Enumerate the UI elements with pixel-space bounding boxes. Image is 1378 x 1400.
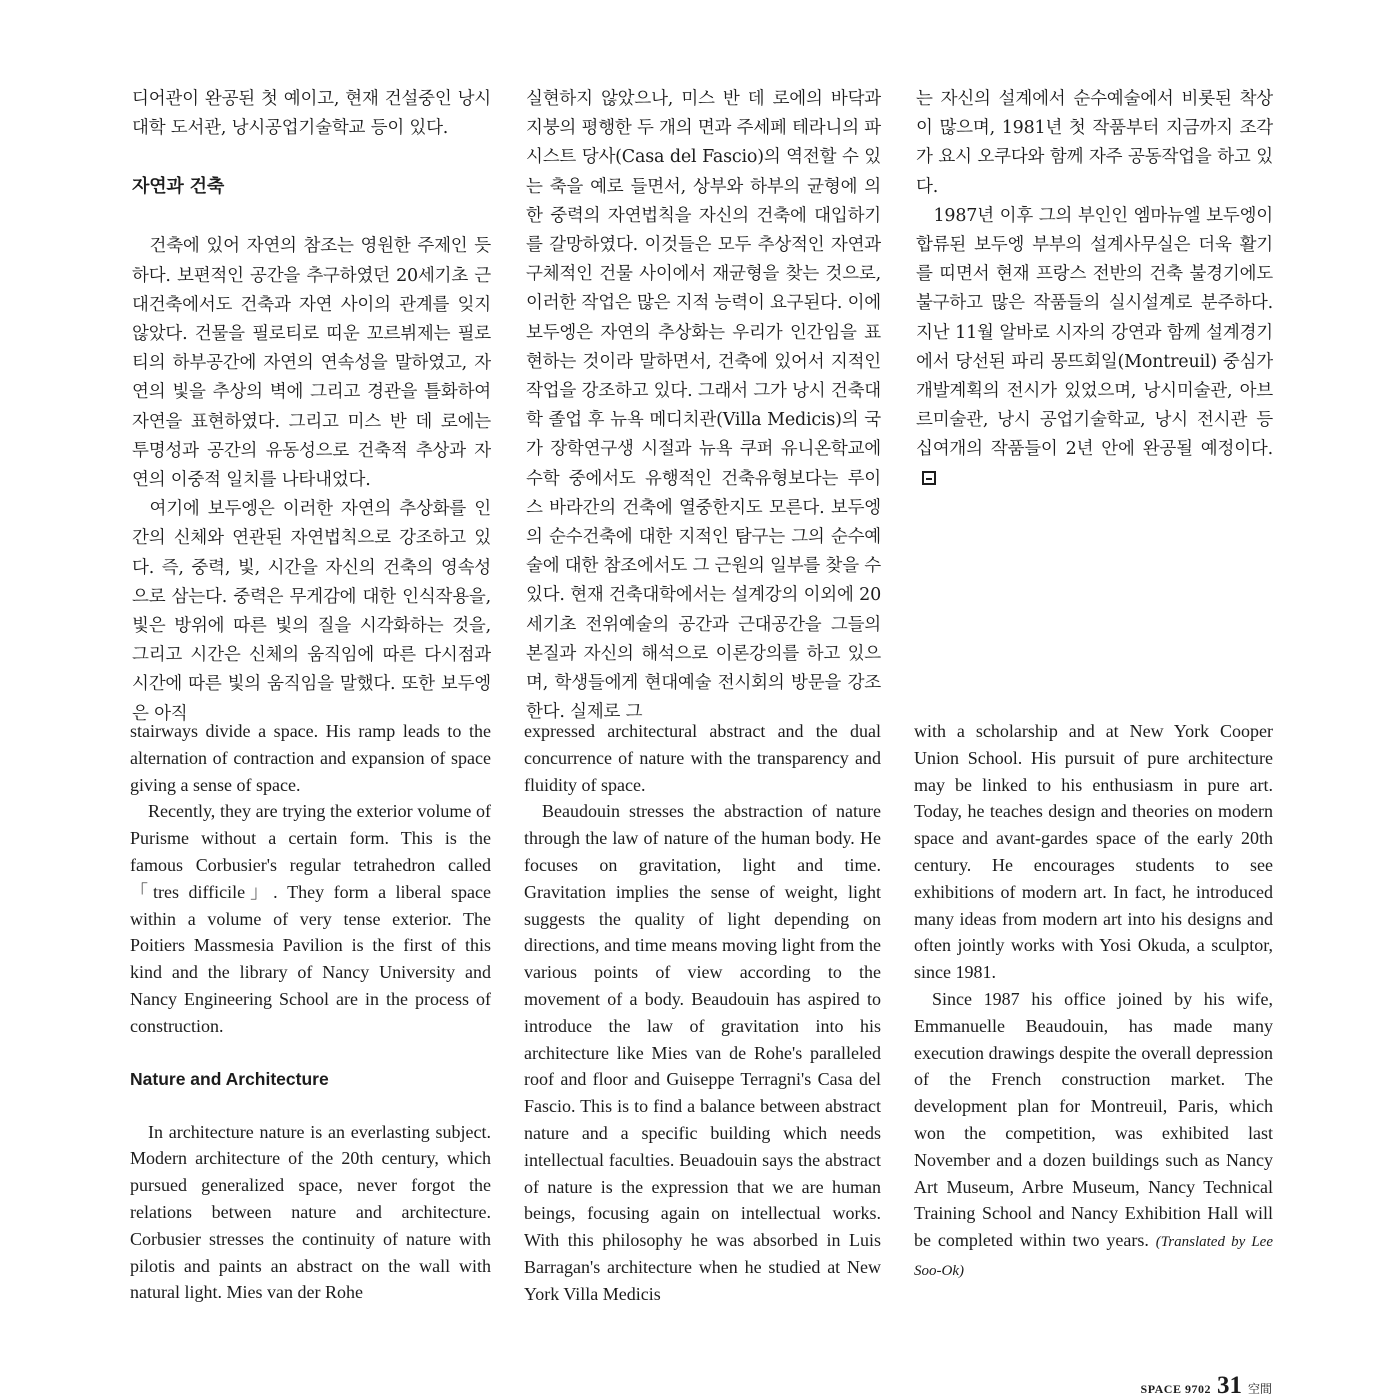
end-of-article-icon [922,471,936,485]
korean-paragraph: 실현하지 않았으나, 미스 반 데 로에의 바닥과 지붕의 평행한 두 개의 면과 주세페 테라니의 파시스트 당사(Casa del Fascio)의 역전할 수 있는 축을 예로 들면서, 상부와 하부의 균형에 의한 중력의 자연법칙을 자신의 건축에 대입하기를 갈망하였다. 이것들은 모두 추상적인 자연과 구체적인 건물 사이에서 재균형을 찾는 것으로, 이러한 작업은 많은 지적 능력이 요구된다. 이에 보두엥은 자연의 추상화는 우리가 인간임을 표현하는 것이라 말하면서, 건축에 있어서 지적인 작업을 강조하고 있다. 그래서 그가 낭시 건축대학 졸업 후 뉴욕 메디치관(Villa Medicis)의 국가 장학연구생 시절과 뉴욕 쿠퍼 유니온학교에 수학 중에서도 유행적인 건축유형보다는 루이스 바라간의 건축에 열중한지도 모른다. 보두엥의 순수건축에 대한 지적인 탐구는 그의 순수예술에 대한 참조에서도 그 근원의 일부를 찾을 수 있다. 현재 건축대학에서는 설계강의 이외에 20세기초 전위예술의 공간과 근대공간을 그들의 본질과 자신의 해석으로 이론강의를 하고 있으며, 학생들에게 현대예술 전시회의 방문을 강조한다. 실제로 그 [526,89,881,723]
page-number: 31 [1216,1372,1242,1399]
korean-section-heading: 자연과 건축 [132,176,225,198]
english-paragraph: Recently, they are trying the exterior volume of Purisme without a certain form. This is the famous Corbusier's regular tetrahedron called「tres difficile」. They form a liberal space within a volume of very tense exterior. The Poitiers Massmesia Pavilion is the first of this kind and the library of Nancy University and Nancy Engineering School are in the process of construction. [130,801,491,1036]
magazine-issue: SPACE 9702 [1140,1382,1211,1396]
english-paragraph: Since 1987 his office joined by his wife, Emmanuelle Beaudouin, has made many execution drawings despite the overall depression of the French construction market. The development plan for Montreuil, Paris, which won the competition, was exhibited last November and a dozen buildings such as Nancy Art Museum, Arbre Museum, Nancy Technical Training School and Nancy Exhibition Hall will be completed within two years. [914,988,1273,1251]
korean-paragraph: 디어관이 완공된 첫 예이고, 현재 건설중인 낭시대학 도서관, 낭시공업기술학교 등이 있다. [132,89,491,139]
korean-paragraph: 는 자신의 설계에서 순수예술에서 비롯된 착상이 많으며, 1981년 첫 작품부터 지금까지 조각가 요시 오쿠다와 함께 자주 공동작업을 하고 있다. [916,89,1273,197]
magazine-logo: 空間 [1247,1382,1272,1396]
english-paragraph: stairways divide a space. His ramp leads to the alternation of contraction and expansion of space giving a sense of space. [130,721,491,795]
english-column-3 [914,718,1273,1285]
korean-paragraph: 건축에 있어 자연의 참조는 영원한 주제인 듯하다. 보편적인 공간을 추구하였던 20세기초 근대건축에서도 건축과 자연 사이의 관계를 잊지 않았다. 건물을 필로티로 띠운 꼬르뷔제는 필로티의 하부공간에 자연의 연속성을 말하였고, 자연의 빛을 추상의 벽에 그리고 경관을 틀화하여 자연을 표현하였다. 그리고 미스 반 데 로에는 투명성과 공간의 유동성으로 건축적 추상과 자연의 이중적 일치를 나타내었다. [132,236,491,491]
english-paragraph: expressed architectural abstract and the dual concurrence of nature with the transparency and fluidity of space. [524,721,881,795]
english-section-heading: Nature and Architecture [130,1068,329,1089]
english-paragraph: Beaudouin stresses the abstraction of nature through the law of nature of the human body. He focuses on gravitation, light and time. Gravitation implies the sense of weight, light suggests the quality of light depending on directions, and time means moving light from the various points of view according to the movement of a body. Beaudouin has aspired to introduce the law of gravitation into his architecture like Mies van de Rohe's paralleled roof and floor and Guiseppe Terragni's Casa del Fascio. This is to find a balance between abstract nature and a specific building which needs intellectual faculties. Beuadouin says the abstract of nature is the expression that we are human beings, focusing again on intellectual works. With this philosophy he was absorbed in Luis Barragan's architecture when he studied at New York Villa Medicis [524,801,881,1304]
korean-column-3 [916,85,1273,494]
english-column-1 [130,718,491,1306]
english-paragraph: with a scholarship and at New York Cooper Union School. His pursuit of pure architecture may be linked to his enthusiasm in pure art. Today, he teaches design and theories on modern space and avant-gardes space of the early 20th century. He encourages students to see exhibitions of modern art. In fact, he introduced many ideas from modern art into his designs and often jointly works with Yosi Okuda, a sculptor, since 1981. [914,721,1273,983]
korean-column-1 [132,85,491,729]
korean-paragraph: 1987년 이후 그의 부인인 엠마뉴엘 보두엥이 합류된 보두엥 부부의 설계사무실은 더욱 활기를 띠면서 현재 프랑스 전반의 건축 불경기에도 불구하고 많은 작품들의 실시설계로 분주하다. 지난 11월 알바로 시자의 강연과 함께 설계경기에서 당선된 파리 몽뜨회일(Montreuil) 중심가 개발계획의 전시가 있었으며, 낭시미술관, 아브르미술관, 낭시 공업기술학교, 낭시 전시관 등 십여개의 작품들이 2년 안에 완공될 예정이다. [916,205,1273,460]
korean-column-2 [526,85,881,727]
english-paragraph: In architecture nature is an everlasting subject. Modern architecture of the 20th century, which pursued generalized space, never forgot the relations between nature and architecture. Corbusier stresses the continuity of nature with pilotis and paints an abstract on the wall with natural light. Mies van der Rohe [130,1121,491,1303]
page-footer [1141,1372,1272,1400]
korean-paragraph: 여기에 보두엥은 이러한 자연의 추상화를 인간의 신체와 연관된 자연법칙으로 강조하고 있다. 즉, 중력, 빛, 시간을 자신의 건축의 영속성으로 삼는다. 중력은 무게감에 대한 인식작용을, 빛은 방위에 따른 빛의 질을 시각화하는 것을, 그리고 시간은 신체의 움직임에 따른 다시점과 시간에 따른 빛의 움직임을 말했다. 또한 보두엥은 아직 [132,499,491,724]
english-column-2 [524,718,881,1308]
translator-credit: (Translated by Lee Soo-Ok) [914,1234,1274,1279]
